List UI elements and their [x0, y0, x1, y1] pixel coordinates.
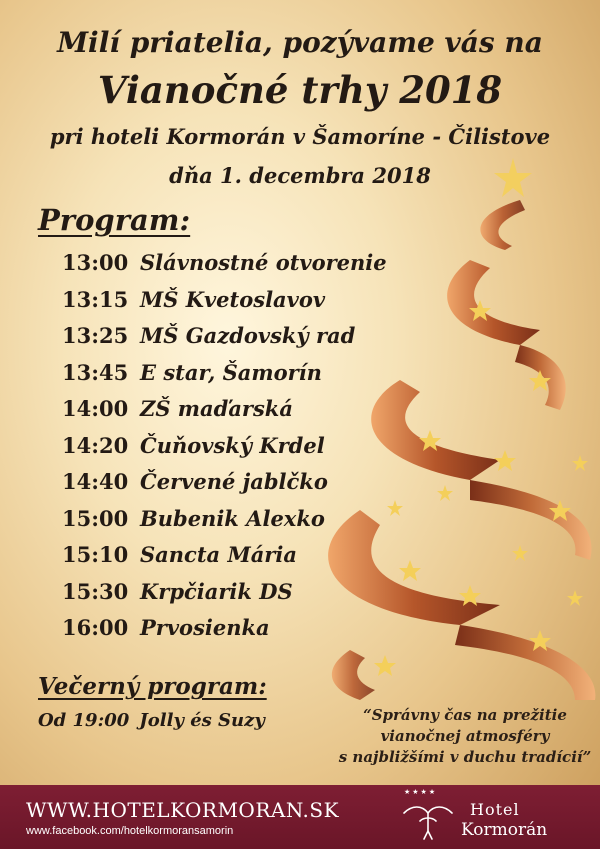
schedule-performer: MŠ Gazdovský rad [140, 323, 356, 348]
evening-time: Od 19:00 [38, 710, 130, 731]
schedule-performer: Sancta Mária [140, 542, 297, 567]
schedule-item [62, 506, 387, 543]
schedule-time: 15:00 [62, 505, 129, 531]
star [374, 655, 396, 676]
logo-text-hotel: Hotel [470, 800, 520, 819]
schedule-performer: Slávnostné otvorenie [140, 250, 387, 275]
schedule-item [62, 433, 387, 470]
ribbon-band [455, 625, 595, 700]
schedule-item [62, 250, 387, 287]
ribbon-band [447, 260, 540, 345]
schedule-item [62, 615, 387, 652]
star [399, 560, 421, 581]
program-schedule [62, 250, 387, 652]
event-date: dňa 1. decembra 2018 [169, 163, 431, 188]
star [567, 590, 583, 606]
program-heading: Program: [38, 203, 191, 237]
schedule-time: 16:00 [62, 615, 129, 640]
schedule-item [62, 323, 387, 360]
schedule-performer: Čuňovský Krdel [140, 432, 325, 458]
schedule-performer: Prvosienka [140, 615, 270, 640]
schedule-time: 15:10 [62, 542, 129, 567]
event-location: pri hoteli Kormorán v Šamoríne - Čilistove [49, 124, 551, 149]
logo-text-kormoran: Kormorán [461, 820, 548, 840]
schedule-time: 13:25 [62, 323, 129, 348]
schedule-time: 13:45 [62, 359, 129, 385]
star [437, 485, 453, 501]
ribbon-band [371, 380, 500, 480]
schedule-item [62, 579, 387, 616]
invitation-greeting: Milí priatelia, pozývame vás na [57, 26, 543, 59]
quote-line: vianočnej atmosféry [380, 727, 550, 745]
quote [330, 705, 600, 768]
schedule-time: 14:40 [62, 469, 129, 494]
ribbon-band [332, 650, 375, 700]
schedule-time: 15:30 [62, 578, 129, 604]
schedule-performer: Bubenik Alexko [140, 505, 325, 531]
schedule-time: 13:00 [62, 250, 129, 275]
facebook-link[interactable]: www.facebook.com/hotelkormoransamorin [26, 825, 234, 837]
schedule-performer: Červené jablčko [140, 469, 328, 494]
star [494, 450, 516, 471]
schedule-time: 14:00 [62, 396, 129, 421]
evening-performer: Jolly és Suzy [139, 710, 265, 731]
star [572, 455, 588, 471]
evening-program-entry [38, 710, 265, 731]
schedule-item [62, 542, 387, 579]
ribbon-band [480, 200, 525, 250]
event-title: Vianočné trhy 2018 [97, 68, 503, 112]
schedule-performer: MŠ Kvetoslavov [140, 286, 326, 312]
star [512, 545, 528, 561]
schedule-item [62, 469, 387, 506]
ribbon-band [470, 480, 592, 560]
schedule-time: 14:20 [62, 432, 129, 458]
star [387, 500, 403, 516]
schedule-item [62, 360, 387, 397]
schedule-performer: Krpčiarik DS [140, 578, 293, 604]
schedule-performer: ZŠ maďarská [140, 396, 293, 421]
logo-stars: ★★★★ [404, 788, 438, 796]
schedule-time: 13:15 [62, 286, 129, 312]
schedule-item [62, 396, 387, 433]
quote-line: “Správny čas na prežitie [363, 706, 567, 724]
schedule-performer: E star, Šamorín [140, 359, 322, 385]
quote-line: s najbližšími v duchu tradícií” [338, 748, 592, 766]
evening-program-heading: Večerný program: [38, 673, 267, 700]
schedule-item [62, 287, 387, 324]
website-link[interactable]: WWW.HOTELKORMORAN.SK [26, 798, 340, 822]
